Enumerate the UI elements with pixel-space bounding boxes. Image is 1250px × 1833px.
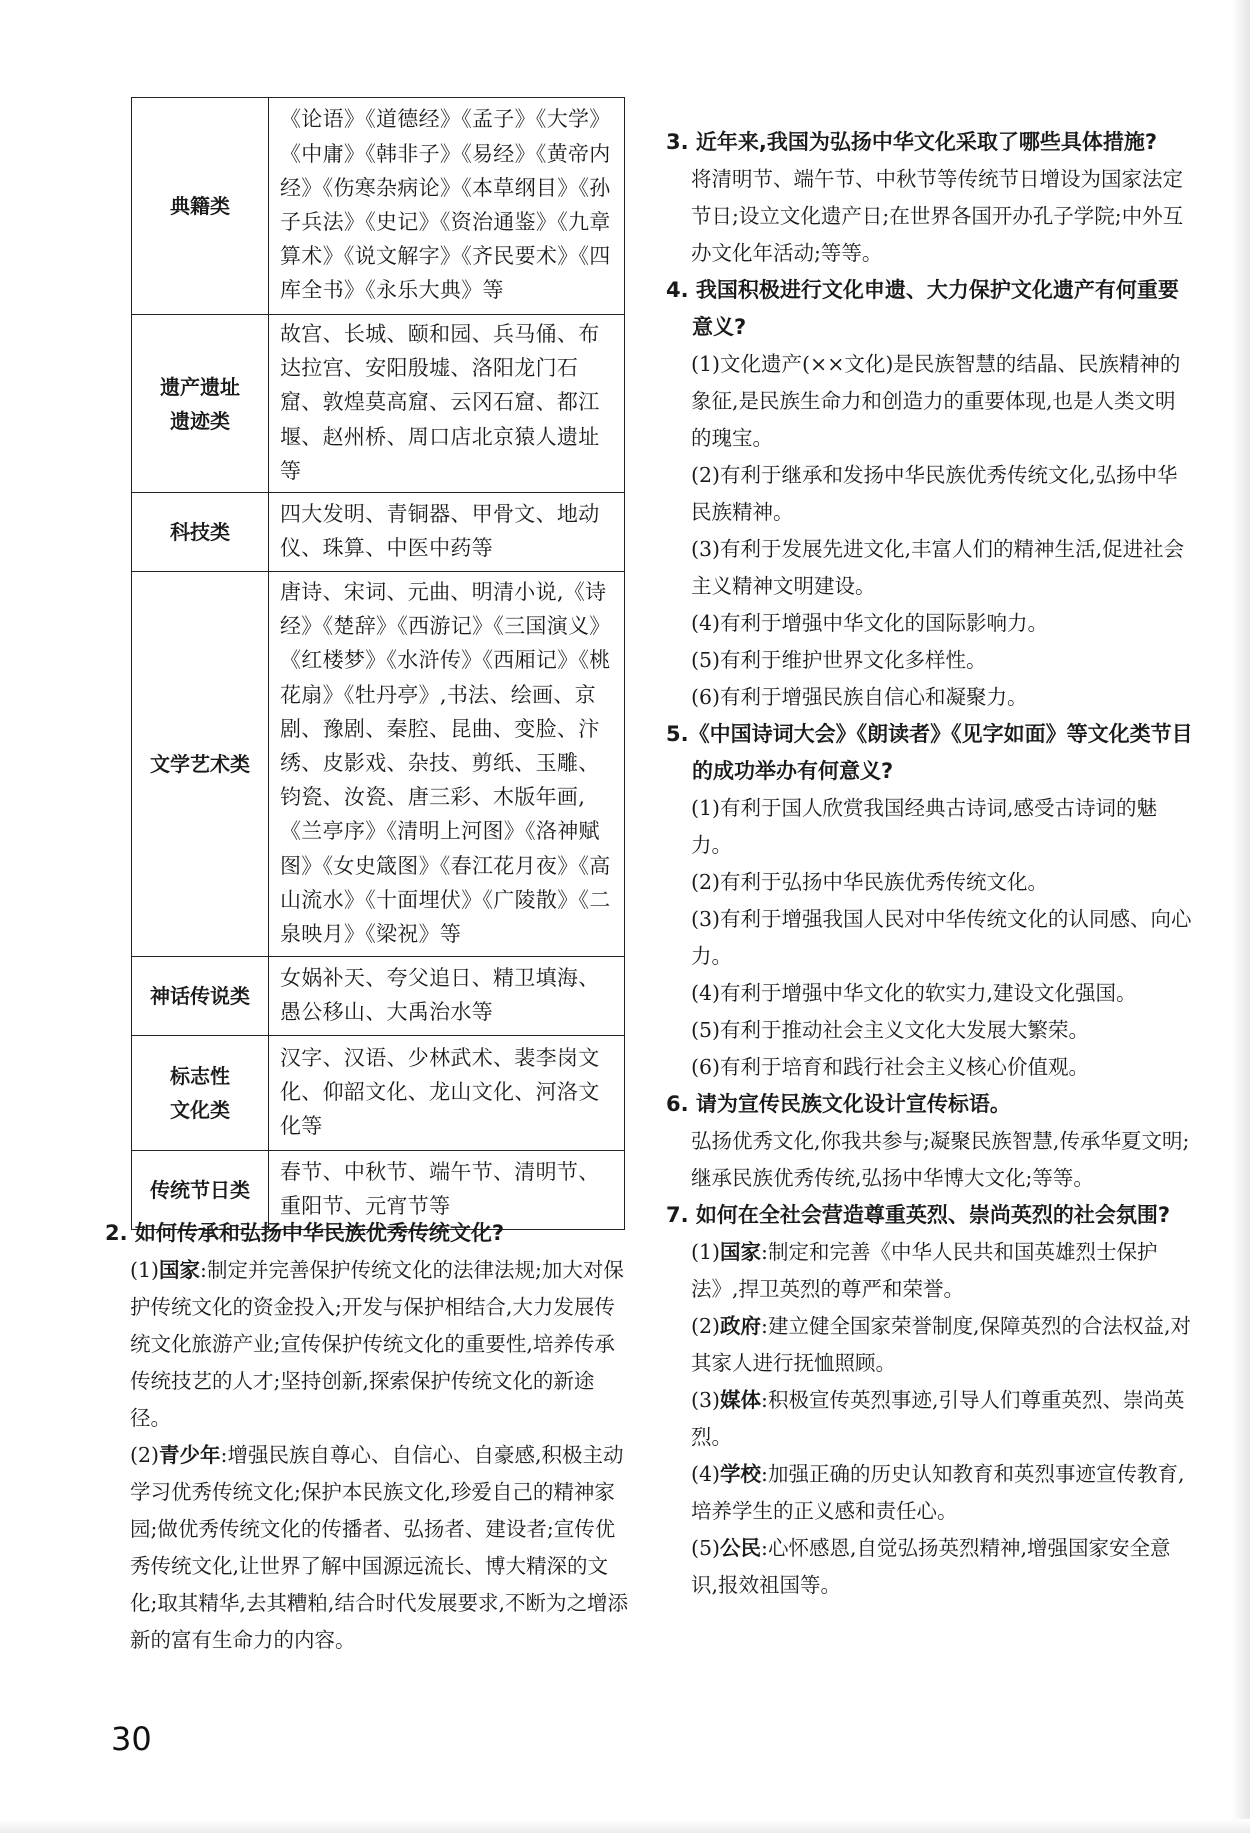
question-5: 5.《中国诗词大会》《朗读者》《见字如面》等文化类节目的成功举办有何意义? bbox=[666, 722, 1193, 783]
table-row bbox=[132, 957, 625, 1036]
q7-answer-3 bbox=[666, 1382, 1194, 1456]
table-row bbox=[132, 315, 625, 493]
question-7: 7. 如何在全社会营造尊重英烈、崇尚英烈的社会氛围? bbox=[666, 1203, 1171, 1227]
question-3: 3. 近年来,我国为弘扬中华文化采取了哪些具体措施? bbox=[666, 130, 1158, 154]
category-cell: 典籍类 bbox=[132, 98, 269, 315]
answer-label: (2) bbox=[130, 1443, 160, 1467]
q4-answer-5: (5)有利于维护世界文化多样性。 bbox=[691, 648, 987, 672]
page-number: 30 bbox=[111, 1720, 152, 1758]
answer-keyword: 国家 bbox=[159, 1258, 201, 1282]
q7-answer-2 bbox=[666, 1308, 1194, 1382]
table-row bbox=[132, 572, 625, 957]
culture-category-table bbox=[131, 97, 625, 1230]
q4-answer-6: (6)有利于增强民族自信心和凝聚力。 bbox=[691, 685, 1028, 709]
q5-answer-1: (1)有利于国人欣赏我国经典古诗词,感受古诗词的魅力。 bbox=[691, 796, 1158, 857]
answer-keyword: 媒体 bbox=[720, 1388, 762, 1412]
q4-answer-4: (4)有利于增强中华文化的国际影响力。 bbox=[691, 611, 1049, 635]
items-cell: 故宫、长城、颐和园、兵马俑、布达拉宫、安阳殷墟、洛阳龙门石窟、敦煌莫高窟、云冈石窟、都江堰、赵州桥、周口店北京猿人遗址等 bbox=[269, 315, 625, 493]
q3-answer: 将清明节、端午节、中秋节等传统节日增设为国家法定节日;设立文化遗产日;在世界各国开办孔子学院;中外互办文化年活动;等等。 bbox=[691, 167, 1184, 265]
items-cell: 四大发明、青铜器、甲骨文、地动仪、珠算、中医中药等 bbox=[269, 493, 625, 572]
q4-answer-3: (3)有利于发展先进文化,丰富人们的精神生活,促进社会主义精神文明建设。 bbox=[691, 537, 1185, 598]
items-cell: 汉字、汉语、少林武术、裴李岗文化、仰韶文化、龙山文化、河洛文化等 bbox=[269, 1036, 625, 1151]
question-2: 2. 如何传承和弘扬中华民族优秀传统文化? bbox=[105, 1221, 505, 1245]
q2-answer-2 bbox=[105, 1437, 630, 1659]
table-row bbox=[132, 493, 625, 572]
answer-label: (5) bbox=[691, 1536, 721, 1560]
page-edge-shadow bbox=[1232, 0, 1250, 1833]
left-column bbox=[105, 1215, 630, 1659]
q7-answer-4 bbox=[666, 1456, 1194, 1530]
items-cell: 唐诗、宋词、元曲、明清小说,《诗经》《楚辞》《西游记》《三国演义》《红楼梦》《水浒传》《西厢记》《桃花扇》《牡丹亭》,书法、绘画、京剧、豫剧、秦腔、昆曲、变脸、汴绣、皮影戏、杂技、剪纸、玉雕、钧瓷、汝瓷、唐三彩、木版年画,《兰亭序》《清明上河图》《洛神赋图》《女史箴图》《春江花月夜》《高山流水》《十面埋伏》《广陵散》《二泉映月》《梁祝》等 bbox=[269, 572, 625, 957]
category-cell: 标志性文化类 bbox=[132, 1036, 269, 1151]
answer-label: (1) bbox=[691, 1240, 721, 1264]
q5-answer-2: (2)有利于弘扬中华民族优秀传统文化。 bbox=[691, 870, 1049, 894]
q6-answer: 弘扬优秀文化,你我共参与;凝聚民族智慧,传承华夏文明;继承民族优秀传统,弘扬中华博大文化;等等。 bbox=[691, 1129, 1190, 1190]
answer-keyword: 国家 bbox=[720, 1240, 762, 1264]
answer-text: :制定并完善保护传统文化的法律法规;加大对保护传统文化的资金投入;开发与保护相结合,大力发展传统文化旅游产业;宣传保护传统文化的重要性,培养传承传统技艺的人才;坚持创新,探索保护传统文化的新途径。 bbox=[130, 1258, 624, 1430]
answer-keyword: 政府 bbox=[720, 1314, 762, 1338]
q5-answer-5: (5)有利于推动社会主义文化大发展大繁荣。 bbox=[691, 1018, 1090, 1042]
answer-label: (1) bbox=[130, 1258, 160, 1282]
answer-text: :心怀感恩,自觉弘扬英烈精神,增强国家安全意识,报效祖国等。 bbox=[691, 1536, 1171, 1597]
page-bottom-shadow bbox=[0, 1819, 1250, 1833]
category-cell: 文学艺术类 bbox=[132, 572, 269, 957]
q5-answer-4: (4)有利于增强中华文化的软实力,建设文化强国。 bbox=[691, 981, 1137, 1005]
answer-keyword: 公民 bbox=[720, 1536, 762, 1560]
category-cell: 科技类 bbox=[132, 493, 269, 572]
answer-label: (2) bbox=[691, 1314, 721, 1338]
items-cell: 女娲补天、夸父追日、精卫填海、愚公移山、大禹治水等 bbox=[269, 957, 625, 1036]
items-cell: 春节、中秋节、端午节、清明节、重阳节、元宵节等 bbox=[269, 1151, 625, 1230]
answer-text: :增强民族自尊心、自信心、自豪感,积极主动学习优秀传统文化;保护本民族文化,珍爱自己的精神家园;做优秀传统文化的传播者、弘扬者、建设者;宣传优秀传统文化,让世界了解中国源远流长、博大精深的文化;取其精华,去其糟粕,结合时代发展要求,不断为之增添新的富有生命力的内容。 bbox=[130, 1443, 628, 1652]
answer-label: (3) bbox=[691, 1388, 721, 1412]
category-cell: 神话传说类 bbox=[132, 957, 269, 1036]
q2-answer-1 bbox=[105, 1252, 630, 1437]
question-6: 6. 请为宣传民族文化设计宣传标语。 bbox=[666, 1092, 1011, 1116]
q5-answer-6: (6)有利于培育和践行社会主义核心价值观。 bbox=[691, 1055, 1090, 1079]
right-column bbox=[666, 124, 1194, 1604]
answer-keyword: 青少年 bbox=[159, 1443, 221, 1467]
answer-text: :积极宣传英烈事迹,引导人们尊重英烈、崇尚英烈。 bbox=[691, 1388, 1185, 1449]
answer-text: :加强正确的历史认知教育和英烈事迹宣传教育,培养学生的正义感和责任心。 bbox=[691, 1462, 1185, 1523]
q7-answer-1 bbox=[666, 1234, 1194, 1308]
answer-keyword: 学校 bbox=[720, 1462, 762, 1486]
table-row bbox=[132, 1036, 625, 1151]
answer-label: (4) bbox=[691, 1462, 721, 1486]
table-row bbox=[132, 98, 625, 315]
items-cell: 《论语》《道德经》《孟子》《大学》《中庸》《韩非子》《易经》《黄帝内经》《伤寒杂病论》《本草纲目》《孙子兵法》《史记》《资治通鉴》《九章算术》《说文解字》《齐民要术》《四库全书》《永乐大典》等 bbox=[269, 98, 625, 315]
question-4: 4. 我国积极进行文化申遗、大力保护文化遗产有何重要意义? bbox=[666, 278, 1179, 339]
q7-answer-5 bbox=[666, 1530, 1194, 1604]
category-cell: 传统节日类 bbox=[132, 1151, 269, 1230]
answer-text: :建立健全国家荣誉制度,保障英烈的合法权益,对其家人进行抚恤照顾。 bbox=[691, 1314, 1191, 1375]
q4-answer-1: (1)文化遗产(××文化)是民族智慧的结晶、民族精神的象征,是民族生命力和创造力的重要体现,也是人类文明的瑰宝。 bbox=[691, 352, 1181, 450]
category-cell: 遗产遗址遗迹类 bbox=[132, 315, 269, 493]
q4-answer-2: (2)有利于继承和发扬中华民族优秀传统文化,弘扬中华民族精神。 bbox=[691, 463, 1178, 524]
q5-answer-3: (3)有利于增强我国人民对中华传统文化的认同感、向心力。 bbox=[691, 907, 1192, 968]
answer-text: :制定和完善《中华人民共和国英雄烈士保护法》,捍卫英烈的尊严和荣誉。 bbox=[691, 1240, 1158, 1301]
